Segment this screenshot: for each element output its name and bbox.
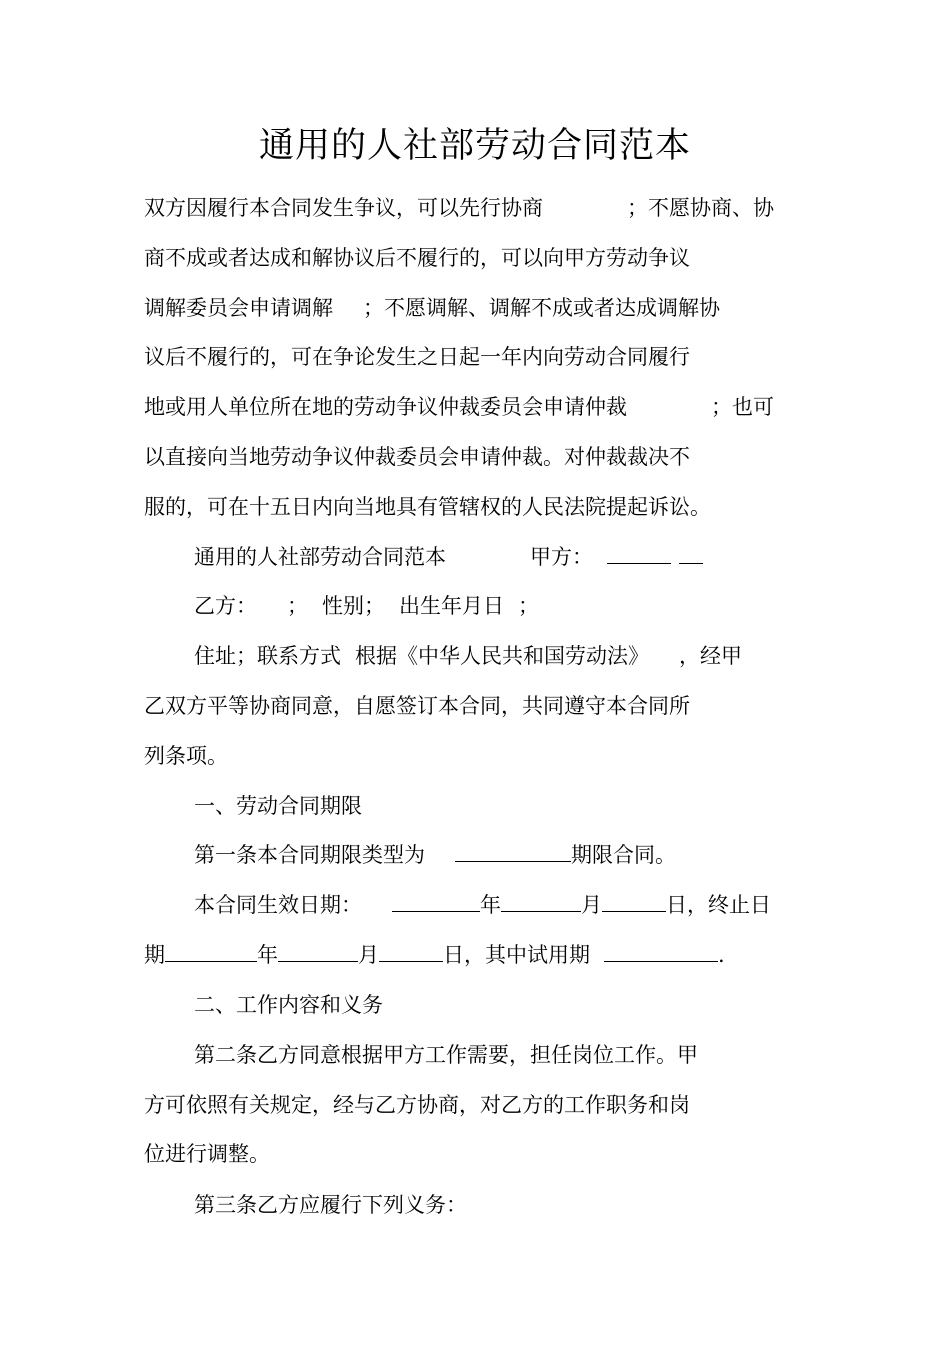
text-line	[144, 243, 690, 273]
text-segment: 日，终止日	[666, 893, 771, 917]
document-title: 通用的人社部劳动合同范本	[258, 126, 691, 166]
section-heading	[194, 791, 362, 821]
text-segment: 第二条乙方同意根据甲方工作需要，担任岗位工作。甲	[194, 1043, 698, 1067]
text-segment: 第一条本合同期限类型为	[194, 843, 425, 867]
text-segment: ；联系方式	[236, 644, 341, 668]
blank-field	[679, 545, 703, 564]
blank-field	[602, 893, 666, 912]
text-line	[144, 1139, 270, 1169]
text-segment: ；	[518, 594, 539, 618]
text-segment: 以直接向当地劳动争议仲裁委员会申请仲裁。对仲裁裁决不	[144, 445, 690, 469]
text-line	[194, 542, 703, 572]
text-line	[194, 890, 771, 920]
text-segment: 第三条乙方应履行下列义务：	[194, 1193, 467, 1217]
text-line	[144, 940, 725, 970]
text-line	[144, 741, 228, 771]
text-line	[144, 193, 774, 223]
blank-field	[501, 893, 581, 912]
text-line	[194, 1040, 698, 1070]
blank-field	[278, 943, 358, 962]
text-segment: 本合同生效日期：	[194, 893, 362, 917]
text-line	[194, 641, 742, 671]
text-segment: 期限合同。	[571, 843, 676, 867]
text-segment: 乙方：	[194, 594, 257, 618]
text-segment: 期	[144, 943, 165, 967]
text-segment: 乙双方平等协商同意，自愿签订本合同，共同遵守本合同所	[144, 694, 690, 718]
text-segment: 日，其中试用期	[443, 943, 590, 967]
text-segment: 通用的人社部劳动合同范本	[194, 545, 446, 569]
text-segment: 服的，可在十五日内向当地具有管辖权的人民法院提起诉讼。	[144, 495, 711, 519]
text-segment: 位进行调整。	[144, 1142, 270, 1166]
blank-field	[455, 843, 571, 862]
blank-field	[607, 545, 671, 564]
text-segment: 住址	[194, 644, 236, 668]
text-segment: ；不愿协商、协	[627, 196, 774, 220]
text-segment: 根据《中华人民共和国劳动法》	[355, 644, 649, 668]
text-line	[144, 342, 690, 372]
blank-field	[165, 943, 257, 962]
text-segment: 商不成或者达成和解协议后不履行的，可以向甲方劳动争议	[144, 246, 690, 270]
text-segment: 月	[358, 943, 379, 967]
text-segment: 甲方：	[530, 545, 593, 569]
blank-field	[604, 943, 718, 962]
blank-field	[392, 893, 480, 912]
text-line	[144, 392, 774, 422]
text-line	[144, 492, 711, 522]
text-line	[144, 442, 690, 472]
section-heading	[194, 990, 383, 1020]
text-segment: 列条项。	[144, 744, 228, 768]
text-segment: 议后不履行的，可在争论发生之日起一年内向劳动合同履行	[144, 345, 690, 369]
text-segment: 双方因履行本合同发生争议，可以先行协商	[144, 196, 543, 220]
text-segment: 年	[257, 943, 278, 967]
text-segment: 性别	[322, 594, 364, 618]
text-segment: ；也可	[711, 395, 774, 419]
text-segment: 一、劳动合同期限	[194, 794, 362, 818]
text-segment: 二、工作内容和义务	[194, 993, 383, 1017]
text-segment: 调解委员会申请调解	[144, 296, 333, 320]
text-segment: .	[718, 943, 725, 967]
text-segment: 年	[480, 893, 501, 917]
text-line	[194, 591, 539, 621]
text-segment: ；	[364, 594, 385, 618]
text-segment: 月	[581, 893, 602, 917]
text-line	[194, 1190, 467, 1220]
text-segment: 出生年月日	[399, 594, 504, 618]
text-line	[144, 691, 690, 721]
text-line	[144, 293, 720, 323]
text-segment: ；	[287, 594, 308, 618]
text-segment: ；不愿调解、调解不成或者达成调解协	[363, 296, 720, 320]
text-line	[144, 1090, 690, 1120]
text-segment: ，经甲	[679, 644, 742, 668]
text-segment: 方可依照有关规定，经与乙方协商，对乙方的工作职务和岗	[144, 1093, 690, 1117]
text-line	[194, 840, 676, 870]
blank-field	[379, 943, 443, 962]
text-segment: 地或用人单位所在地的劳动争议仲裁委员会申请仲裁	[144, 395, 627, 419]
